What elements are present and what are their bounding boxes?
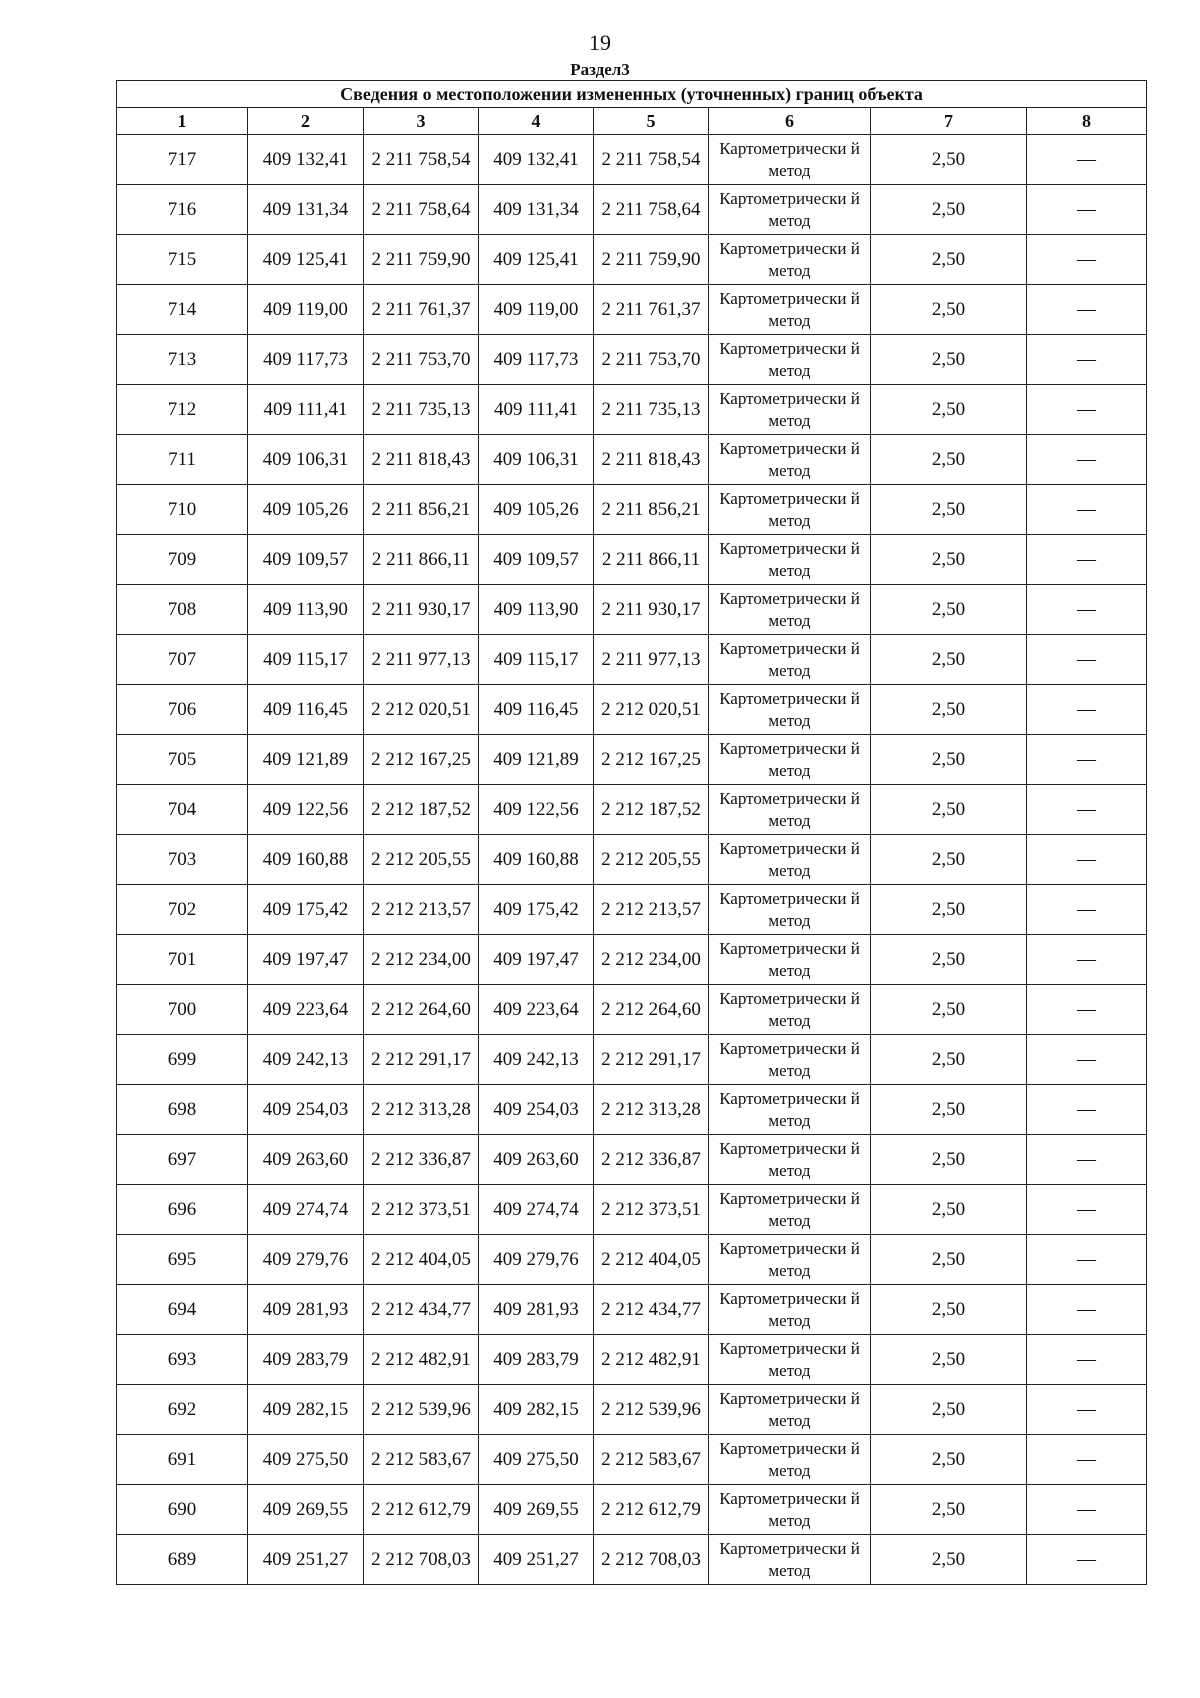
x-new-cell: 409 274,74 xyxy=(479,1185,594,1235)
accuracy-cell: 2,50 xyxy=(871,835,1027,885)
column-header-3: 3 xyxy=(364,108,479,135)
table-row xyxy=(117,535,1147,585)
description-cell: — xyxy=(1027,535,1147,585)
x-old-cell: 409 121,89 xyxy=(248,735,364,785)
description-cell: — xyxy=(1027,635,1147,685)
method-cell: Картометрически й метод xyxy=(709,1335,871,1385)
y-old-cell: 2 211 759,90 xyxy=(364,235,479,285)
y-new-cell: 2 212 583,67 xyxy=(594,1435,709,1485)
description-cell: — xyxy=(1027,985,1147,1035)
method-cell: Картометрически й метод xyxy=(709,1435,871,1485)
table-row xyxy=(117,1535,1147,1585)
table-row xyxy=(117,385,1147,435)
accuracy-cell: 2,50 xyxy=(871,385,1027,435)
method-cell: Картометрически й метод xyxy=(709,785,871,835)
column-header-8: 8 xyxy=(1027,108,1147,135)
x-old-cell: 409 281,93 xyxy=(248,1285,364,1335)
point-number-cell: 698 xyxy=(117,1085,248,1135)
x-new-cell: 409 113,90 xyxy=(479,585,594,635)
y-new-cell: 2 212 404,05 xyxy=(594,1235,709,1285)
accuracy-cell: 2,50 xyxy=(871,585,1027,635)
x-old-cell: 409 131,34 xyxy=(248,185,364,235)
description-cell: — xyxy=(1027,1235,1147,1285)
x-new-cell: 409 105,26 xyxy=(479,485,594,535)
method-cell: Картометрически й метод xyxy=(709,1385,871,1435)
x-old-cell: 409 223,64 xyxy=(248,985,364,1035)
description-cell: — xyxy=(1027,585,1147,635)
page-number: 19 xyxy=(589,30,611,55)
method-cell: Картометрически й метод xyxy=(709,885,871,935)
y-new-cell: 2 212 612,79 xyxy=(594,1485,709,1535)
x-new-cell: 409 242,13 xyxy=(479,1035,594,1085)
point-number-cell: 690 xyxy=(117,1485,248,1535)
point-number-cell: 716 xyxy=(117,185,248,235)
point-number-cell: 702 xyxy=(117,885,248,935)
table-row xyxy=(117,1185,1147,1235)
y-old-cell: 2 211 758,64 xyxy=(364,185,479,235)
method-cell: Картометрически й метод xyxy=(709,935,871,985)
accuracy-cell: 2,50 xyxy=(871,1435,1027,1485)
table-caption: Сведения о местоположении измененных (уточненных) границ объекта xyxy=(117,81,1147,108)
accuracy-cell: 2,50 xyxy=(871,785,1027,835)
method-cell: Картометрически й метод xyxy=(709,985,871,1035)
x-old-cell: 409 283,79 xyxy=(248,1335,364,1385)
accuracy-cell: 2,50 xyxy=(871,485,1027,535)
x-old-cell: 409 279,76 xyxy=(248,1235,364,1285)
y-old-cell: 2 212 187,52 xyxy=(364,785,479,835)
x-old-cell: 409 109,57 xyxy=(248,535,364,585)
method-cell: Картометрически й метод xyxy=(709,435,871,485)
column-header-row xyxy=(117,108,1147,135)
description-cell: — xyxy=(1027,385,1147,435)
y-new-cell: 2 212 373,51 xyxy=(594,1185,709,1235)
y-new-cell: 2 212 336,87 xyxy=(594,1135,709,1185)
accuracy-cell: 2,50 xyxy=(871,435,1027,485)
accuracy-cell: 2,50 xyxy=(871,1035,1027,1085)
column-header-1: 1 xyxy=(117,108,248,135)
description-cell: — xyxy=(1027,1535,1147,1585)
description-cell: — xyxy=(1027,1335,1147,1385)
y-old-cell: 2 212 167,25 xyxy=(364,735,479,785)
description-cell: — xyxy=(1027,835,1147,885)
description-cell: — xyxy=(1027,1485,1147,1535)
y-old-cell: 2 212 336,87 xyxy=(364,1135,479,1185)
y-old-cell: 2 212 434,77 xyxy=(364,1285,479,1335)
table-row xyxy=(117,185,1147,235)
x-old-cell: 409 111,41 xyxy=(248,385,364,435)
y-new-cell: 2 212 187,52 xyxy=(594,785,709,835)
x-new-cell: 409 263,60 xyxy=(479,1135,594,1185)
accuracy-cell: 2,50 xyxy=(871,985,1027,1035)
accuracy-cell: 2,50 xyxy=(871,535,1027,585)
method-cell: Картометрически й метод xyxy=(709,1085,871,1135)
accuracy-cell: 2,50 xyxy=(871,1135,1027,1185)
method-cell: Картометрически й метод xyxy=(709,335,871,385)
x-new-cell: 409 122,56 xyxy=(479,785,594,835)
x-new-cell: 409 109,57 xyxy=(479,535,594,585)
method-cell: Картометрически й метод xyxy=(709,1485,871,1535)
column-header-2: 2 xyxy=(248,108,364,135)
description-cell: — xyxy=(1027,485,1147,535)
x-old-cell: 409 274,74 xyxy=(248,1185,364,1235)
x-old-cell: 409 132,41 xyxy=(248,135,364,185)
x-old-cell: 409 197,47 xyxy=(248,935,364,985)
accuracy-cell: 2,50 xyxy=(871,335,1027,385)
point-number-cell: 697 xyxy=(117,1135,248,1185)
x-old-cell: 409 113,90 xyxy=(248,585,364,635)
accuracy-cell: 2,50 xyxy=(871,1535,1027,1585)
x-old-cell: 409 105,26 xyxy=(248,485,364,535)
description-cell: — xyxy=(1027,935,1147,985)
point-number-cell: 709 xyxy=(117,535,248,585)
point-number-cell: 717 xyxy=(117,135,248,185)
accuracy-cell: 2,50 xyxy=(871,685,1027,735)
accuracy-cell: 2,50 xyxy=(871,1335,1027,1385)
table-row xyxy=(117,1135,1147,1185)
x-new-cell: 409 282,15 xyxy=(479,1385,594,1435)
point-number-cell: 706 xyxy=(117,685,248,735)
description-cell: — xyxy=(1027,785,1147,835)
x-new-cell: 409 269,55 xyxy=(479,1485,594,1535)
y-new-cell: 2 212 205,55 xyxy=(594,835,709,885)
point-number-cell: 715 xyxy=(117,235,248,285)
point-number-cell: 710 xyxy=(117,485,248,535)
x-old-cell: 409 263,60 xyxy=(248,1135,364,1185)
y-new-cell: 2 212 167,25 xyxy=(594,735,709,785)
y-new-cell: 2 212 434,77 xyxy=(594,1285,709,1335)
x-old-cell: 409 116,45 xyxy=(248,685,364,735)
column-header-6: 6 xyxy=(709,108,871,135)
point-number-cell: 701 xyxy=(117,935,248,985)
x-old-cell: 409 160,88 xyxy=(248,835,364,885)
y-old-cell: 2 211 818,43 xyxy=(364,435,479,485)
table-row xyxy=(117,735,1147,785)
y-old-cell: 2 211 977,13 xyxy=(364,635,479,685)
method-cell: Картометрически й метод xyxy=(709,485,871,535)
x-new-cell: 409 283,79 xyxy=(479,1335,594,1385)
x-new-cell: 409 160,88 xyxy=(479,835,594,885)
description-cell: — xyxy=(1027,1085,1147,1135)
y-new-cell: 2 211 759,90 xyxy=(594,235,709,285)
x-old-cell: 409 119,00 xyxy=(248,285,364,335)
accuracy-cell: 2,50 xyxy=(871,1285,1027,1335)
point-number-cell: 712 xyxy=(117,385,248,435)
point-number-cell: 714 xyxy=(117,285,248,335)
x-old-cell: 409 106,31 xyxy=(248,435,364,485)
method-cell: Картометрически й метод xyxy=(709,1535,871,1585)
point-number-cell: 711 xyxy=(117,435,248,485)
y-old-cell: 2 212 213,57 xyxy=(364,885,479,935)
y-old-cell: 2 212 264,60 xyxy=(364,985,479,1035)
point-number-cell: 705 xyxy=(117,735,248,785)
accuracy-cell: 2,50 xyxy=(871,235,1027,285)
accuracy-cell: 2,50 xyxy=(871,1085,1027,1135)
x-new-cell: 409 121,89 xyxy=(479,735,594,785)
point-number-cell: 703 xyxy=(117,835,248,885)
table-row xyxy=(117,285,1147,335)
y-new-cell: 2 211 930,17 xyxy=(594,585,709,635)
table-row xyxy=(117,985,1147,1035)
x-old-cell: 409 254,03 xyxy=(248,1085,364,1135)
y-old-cell: 2 212 373,51 xyxy=(364,1185,479,1235)
y-new-cell: 2 212 539,96 xyxy=(594,1385,709,1435)
description-cell: — xyxy=(1027,1385,1147,1435)
y-new-cell: 2 212 234,00 xyxy=(594,935,709,985)
coordinates-table xyxy=(116,80,1147,1585)
x-new-cell: 409 111,41 xyxy=(479,385,594,435)
method-cell: Картометрически й метод xyxy=(709,185,871,235)
description-cell: — xyxy=(1027,1185,1147,1235)
accuracy-cell: 2,50 xyxy=(871,1185,1027,1235)
x-new-cell: 409 106,31 xyxy=(479,435,594,485)
description-cell: — xyxy=(1027,1135,1147,1185)
description-cell: — xyxy=(1027,185,1147,235)
column-header-7: 7 xyxy=(871,108,1027,135)
x-old-cell: 409 122,56 xyxy=(248,785,364,835)
method-cell: Картометрически й метод xyxy=(709,685,871,735)
method-cell: Картометрически й метод xyxy=(709,285,871,335)
accuracy-cell: 2,50 xyxy=(871,1485,1027,1535)
x-old-cell: 409 115,17 xyxy=(248,635,364,685)
x-new-cell: 409 279,76 xyxy=(479,1235,594,1285)
x-new-cell: 409 132,41 xyxy=(479,135,594,185)
y-old-cell: 2 212 313,28 xyxy=(364,1085,479,1135)
point-number-cell: 689 xyxy=(117,1535,248,1585)
y-new-cell: 2 211 753,70 xyxy=(594,335,709,385)
table-body xyxy=(117,135,1147,1585)
y-old-cell: 2 211 866,11 xyxy=(364,535,479,585)
x-new-cell: 409 223,64 xyxy=(479,985,594,1035)
description-cell: — xyxy=(1027,735,1147,785)
description-cell: — xyxy=(1027,1435,1147,1485)
point-number-cell: 707 xyxy=(117,635,248,685)
method-cell: Картометрически й метод xyxy=(709,385,871,435)
point-number-cell: 695 xyxy=(117,1235,248,1285)
y-old-cell: 2 212 539,96 xyxy=(364,1385,479,1435)
y-old-cell: 2 212 612,79 xyxy=(364,1485,479,1535)
method-cell: Картометрически й метод xyxy=(709,1185,871,1235)
table-row xyxy=(117,335,1147,385)
y-new-cell: 2 212 482,91 xyxy=(594,1335,709,1385)
x-old-cell: 409 117,73 xyxy=(248,335,364,385)
y-old-cell: 2 211 761,37 xyxy=(364,285,479,335)
method-cell: Картометрически й метод xyxy=(709,635,871,685)
table-row xyxy=(117,1385,1147,1435)
method-cell: Картометрически й метод xyxy=(709,1285,871,1335)
y-new-cell: 2 211 866,11 xyxy=(594,535,709,585)
table-row xyxy=(117,635,1147,685)
y-new-cell: 2 212 313,28 xyxy=(594,1085,709,1135)
y-new-cell: 2 211 735,13 xyxy=(594,385,709,435)
method-cell: Картометрически й метод xyxy=(709,1135,871,1185)
point-number-cell: 699 xyxy=(117,1035,248,1085)
table-row xyxy=(117,1235,1147,1285)
point-number-cell: 693 xyxy=(117,1335,248,1385)
y-old-cell: 2 212 583,67 xyxy=(364,1435,479,1485)
point-number-cell: 704 xyxy=(117,785,248,835)
method-cell: Картометрически й метод xyxy=(709,1035,871,1085)
y-old-cell: 2 212 234,00 xyxy=(364,935,479,985)
x-new-cell: 409 251,27 xyxy=(479,1535,594,1585)
table-row xyxy=(117,1485,1147,1535)
point-number-cell: 694 xyxy=(117,1285,248,1335)
description-cell: — xyxy=(1027,135,1147,185)
y-old-cell: 2 212 482,91 xyxy=(364,1335,479,1385)
x-new-cell: 409 175,42 xyxy=(479,885,594,935)
section-title: Раздел3 xyxy=(570,60,630,79)
description-cell: — xyxy=(1027,235,1147,285)
table-row xyxy=(117,1085,1147,1135)
accuracy-cell: 2,50 xyxy=(871,285,1027,335)
table-row xyxy=(117,1285,1147,1335)
table-row xyxy=(117,135,1147,185)
x-new-cell: 409 254,03 xyxy=(479,1085,594,1135)
y-new-cell: 2 211 758,64 xyxy=(594,185,709,235)
table-row xyxy=(117,785,1147,835)
method-cell: Картометрически й метод xyxy=(709,535,871,585)
description-cell: — xyxy=(1027,335,1147,385)
point-number-cell: 713 xyxy=(117,335,248,385)
table-row xyxy=(117,685,1147,735)
y-old-cell: 2 211 758,54 xyxy=(364,135,479,185)
method-cell: Картометрически й метод xyxy=(709,1235,871,1285)
table-row xyxy=(117,435,1147,485)
x-old-cell: 409 275,50 xyxy=(248,1435,364,1485)
table-row xyxy=(117,1035,1147,1085)
method-cell: Картометрически й метод xyxy=(709,835,871,885)
y-old-cell: 2 211 753,70 xyxy=(364,335,479,385)
x-old-cell: 409 282,15 xyxy=(248,1385,364,1435)
method-cell: Картометрически й метод xyxy=(709,235,871,285)
description-cell: — xyxy=(1027,285,1147,335)
y-new-cell: 2 211 856,21 xyxy=(594,485,709,535)
accuracy-cell: 2,50 xyxy=(871,135,1027,185)
x-old-cell: 409 251,27 xyxy=(248,1535,364,1585)
x-new-cell: 409 125,41 xyxy=(479,235,594,285)
method-cell: Картометрически й метод xyxy=(709,135,871,185)
y-new-cell: 2 212 708,03 xyxy=(594,1535,709,1585)
x-new-cell: 409 115,17 xyxy=(479,635,594,685)
x-old-cell: 409 175,42 xyxy=(248,885,364,935)
description-cell: — xyxy=(1027,1035,1147,1085)
description-cell: — xyxy=(1027,435,1147,485)
point-number-cell: 691 xyxy=(117,1435,248,1485)
column-header-5: 5 xyxy=(594,108,709,135)
table-row xyxy=(117,1435,1147,1485)
table-row xyxy=(117,835,1147,885)
accuracy-cell: 2,50 xyxy=(871,185,1027,235)
x-new-cell: 409 197,47 xyxy=(479,935,594,985)
point-number-cell: 692 xyxy=(117,1385,248,1435)
accuracy-cell: 2,50 xyxy=(871,635,1027,685)
table-row xyxy=(117,585,1147,635)
x-new-cell: 409 117,73 xyxy=(479,335,594,385)
y-old-cell: 2 212 020,51 xyxy=(364,685,479,735)
x-new-cell: 409 116,45 xyxy=(479,685,594,735)
column-header-4: 4 xyxy=(479,108,594,135)
table-row xyxy=(117,1335,1147,1385)
y-new-cell: 2 212 213,57 xyxy=(594,885,709,935)
description-cell: — xyxy=(1027,685,1147,735)
x-new-cell: 409 275,50 xyxy=(479,1435,594,1485)
y-old-cell: 2 211 735,13 xyxy=(364,385,479,435)
y-new-cell: 2 212 264,60 xyxy=(594,985,709,1035)
y-old-cell: 2 212 708,03 xyxy=(364,1535,479,1585)
y-new-cell: 2 211 977,13 xyxy=(594,635,709,685)
accuracy-cell: 2,50 xyxy=(871,1235,1027,1285)
table-row xyxy=(117,885,1147,935)
description-cell: — xyxy=(1027,1285,1147,1335)
table-row xyxy=(117,935,1147,985)
y-new-cell: 2 211 761,37 xyxy=(594,285,709,335)
y-old-cell: 2 211 930,17 xyxy=(364,585,479,635)
y-old-cell: 2 211 856,21 xyxy=(364,485,479,535)
y-old-cell: 2 212 291,17 xyxy=(364,1035,479,1085)
method-cell: Картометрически й метод xyxy=(709,735,871,785)
point-number-cell: 700 xyxy=(117,985,248,1035)
y-new-cell: 2 212 020,51 xyxy=(594,685,709,735)
description-cell: — xyxy=(1027,885,1147,935)
accuracy-cell: 2,50 xyxy=(871,935,1027,985)
table-row xyxy=(117,235,1147,285)
x-new-cell: 409 281,93 xyxy=(479,1285,594,1335)
table-row xyxy=(117,485,1147,535)
y-new-cell: 2 211 818,43 xyxy=(594,435,709,485)
accuracy-cell: 2,50 xyxy=(871,1385,1027,1435)
x-old-cell: 409 269,55 xyxy=(248,1485,364,1535)
x-old-cell: 409 242,13 xyxy=(248,1035,364,1085)
point-number-cell: 708 xyxy=(117,585,248,635)
y-old-cell: 2 212 205,55 xyxy=(364,835,479,885)
y-new-cell: 2 211 758,54 xyxy=(594,135,709,185)
y-new-cell: 2 212 291,17 xyxy=(594,1035,709,1085)
accuracy-cell: 2,50 xyxy=(871,885,1027,935)
method-cell: Картометрически й метод xyxy=(709,585,871,635)
x-new-cell: 409 131,34 xyxy=(479,185,594,235)
x-old-cell: 409 125,41 xyxy=(248,235,364,285)
y-old-cell: 2 212 404,05 xyxy=(364,1235,479,1285)
x-new-cell: 409 119,00 xyxy=(479,285,594,335)
point-number-cell: 696 xyxy=(117,1185,248,1235)
accuracy-cell: 2,50 xyxy=(871,735,1027,785)
